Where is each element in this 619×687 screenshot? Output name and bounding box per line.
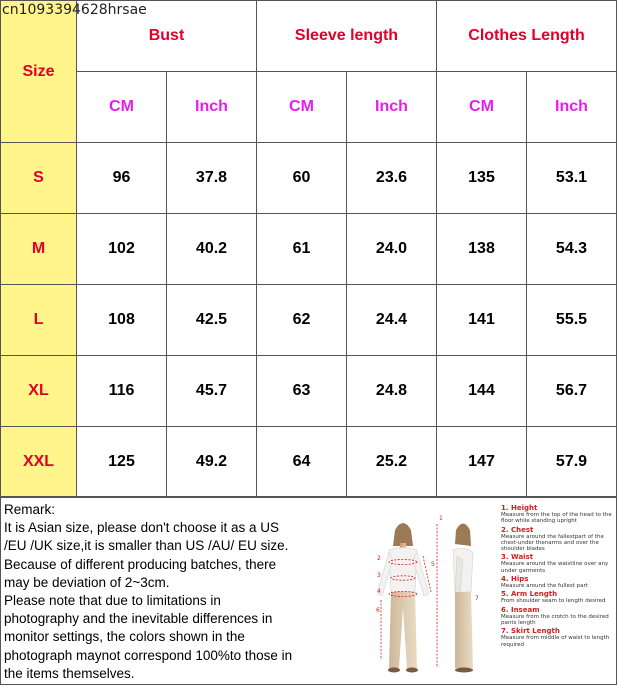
marker-label: 4 <box>377 588 381 595</box>
remark-title: Remark: <box>4 502 56 517</box>
remark-line: monitor settings, the colors shown in the <box>4 629 245 645</box>
marker-label: 1 <box>439 515 443 522</box>
legend-title: 4. Hips <box>501 575 529 584</box>
clothes-length-header: Clothes Length <box>437 1 617 72</box>
remark-line: the items themselves. <box>4 665 135 681</box>
legend-title: 6. Inseam <box>501 605 540 614</box>
unit-header: CM <box>257 72 347 143</box>
side-figure <box>453 524 473 673</box>
value-cell: 141 <box>437 285 527 356</box>
value-cell: 24.8 <box>347 356 437 427</box>
bust-header: Bust <box>77 1 257 72</box>
remark-line: photography and the inevitable differences in <box>4 611 273 627</box>
legend-title: 3. Waist <box>501 553 534 562</box>
value-cell: 102 <box>77 214 167 285</box>
remark-line: photograph maynot correspond 100%to those in <box>4 647 293 663</box>
table-row <box>1 356 617 427</box>
value-cell: 23.6 <box>347 143 437 214</box>
marker-label: 2 <box>377 555 381 562</box>
unit-header: Inch <box>167 72 257 143</box>
value-cell: 42.5 <box>167 285 257 356</box>
remark-text <box>4 501 346 683</box>
size-cell: L <box>1 285 77 356</box>
marker-label: 6 <box>376 607 380 614</box>
measurement-legend <box>501 504 613 649</box>
watermark: cn1093394628hrsae <box>2 2 147 18</box>
sleeve-length-header: Sleeve length <box>257 1 437 72</box>
legend-desc: Measure around the waistline over any under garments <box>501 561 609 574</box>
size-header: Size <box>1 1 77 143</box>
value-cell: 55.5 <box>527 285 617 356</box>
unit-header: CM <box>77 72 167 143</box>
value-cell: 25.2 <box>347 427 437 497</box>
size-cell: S <box>1 143 77 214</box>
legend-title: 2. Chest <box>501 525 534 534</box>
remark-line: It is Asian size, please don't choose it as a US <box>4 520 279 536</box>
legend-desc: Measure around the fallestpart of the chest-under thenarms and over the shoulder blades <box>501 533 604 553</box>
remark-line: Please note that due to limitations in <box>4 593 221 609</box>
value-cell: 40.2 <box>167 214 257 285</box>
value-cell: 147 <box>437 427 527 497</box>
value-cell: 144 <box>437 356 527 427</box>
remark-section <box>0 497 617 685</box>
value-cell: 24.4 <box>347 285 437 356</box>
value-cell: 125 <box>77 427 167 497</box>
value-cell: 62 <box>257 285 347 356</box>
value-cell: 138 <box>437 214 527 285</box>
remark-line: /EU /UK size,it is smaller than US /AU/ EU size. <box>4 538 289 554</box>
value-cell: 24.0 <box>347 214 437 285</box>
unit-header: Inch <box>347 72 437 143</box>
legend-item <box>501 504 613 525</box>
value-cell: 45.7 <box>167 356 257 427</box>
remark-line: Because of different producing batches, there <box>4 556 277 572</box>
value-cell: 61 <box>257 214 347 285</box>
value-cell: 116 <box>77 356 167 427</box>
value-cell: 64 <box>257 427 347 497</box>
value-cell: 37.8 <box>167 143 257 214</box>
value-cell: 54.3 <box>527 214 617 285</box>
table-row <box>1 143 617 214</box>
legend-desc: Measure from the crotch to the desired pants length <box>501 613 609 626</box>
legend-item <box>501 526 613 553</box>
legend-title: 5. Arm Length <box>501 590 558 599</box>
measurement-guide <box>351 500 615 682</box>
value-cell: 96 <box>77 143 167 214</box>
value-cell: 108 <box>77 285 167 356</box>
unit-header: Inch <box>527 72 617 143</box>
value-cell: 49.2 <box>167 427 257 497</box>
marker-label: 3 <box>377 572 381 579</box>
marker-label: 7 <box>475 595 479 602</box>
legend-desc: Measure from middle of waist to length required <box>501 635 610 648</box>
value-cell: 60 <box>257 143 347 214</box>
front-figure <box>377 523 429 673</box>
value-cell: 135 <box>437 143 527 214</box>
table-row <box>1 427 617 497</box>
size-cell: XXL <box>1 427 77 497</box>
legend-desc: From shoulder seam to length desired <box>501 598 606 605</box>
mannequin-illustration <box>351 500 501 682</box>
legend-title: 7. Skirt Length <box>501 627 560 636</box>
legend-desc: Measure around the fullest part <box>501 583 588 590</box>
marker-label: 5 <box>431 561 435 568</box>
legend-item <box>501 553 613 574</box>
value-cell: 56.7 <box>527 356 617 427</box>
legend-desc: Measure from the top of the head to the floor while standing upright <box>501 512 612 525</box>
table-row <box>1 214 617 285</box>
value-cell: 53.1 <box>527 143 617 214</box>
value-cell: 57.9 <box>527 427 617 497</box>
size-cell: M <box>1 214 77 285</box>
legend-item <box>501 627 613 648</box>
value-cell: 63 <box>257 356 347 427</box>
legend-item <box>501 590 613 604</box>
unit-header: CM <box>437 72 527 143</box>
legend-item <box>501 575 613 589</box>
legend-item <box>501 606 613 627</box>
size-cell: XL <box>1 356 77 427</box>
legend-title: 1. Height <box>501 504 538 512</box>
table-row <box>1 285 617 356</box>
remark-line: may be deviation of 2~3cm. <box>4 574 170 590</box>
